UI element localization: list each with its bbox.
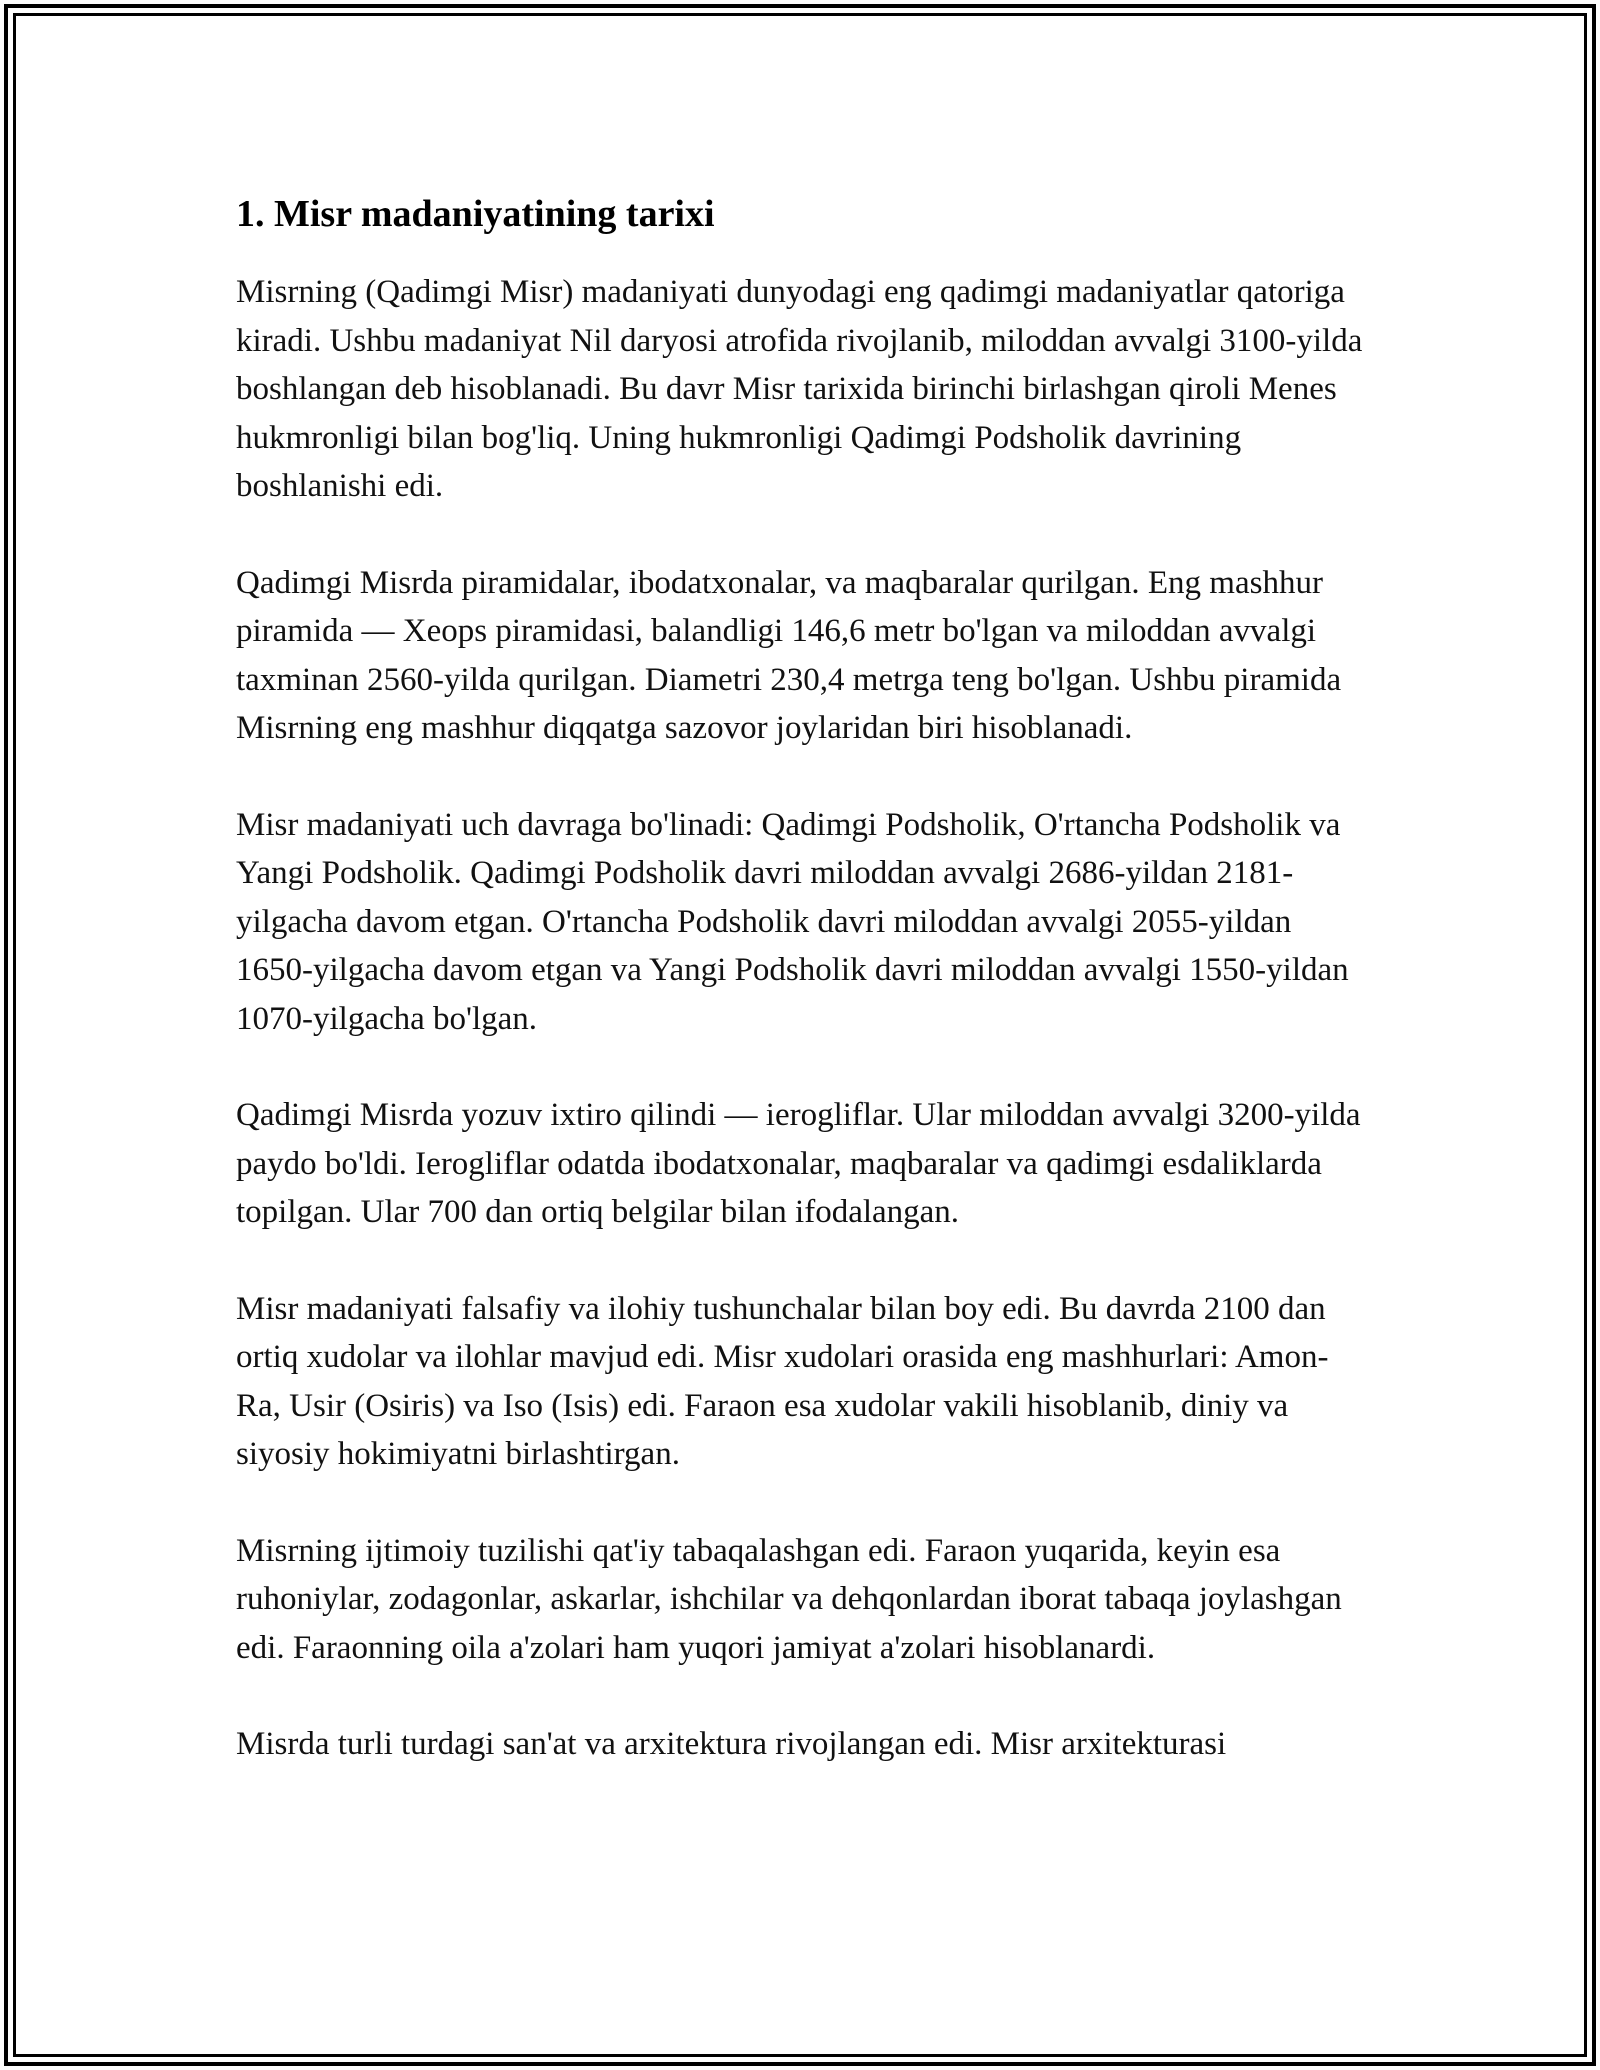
paragraph-hieroglyphs: Qadimgi Misrda yozuv ixtiro qilindi — ierogliflar. Ular miloddan avvalgi 3200-yilda paydo bo'ldi. Ierogliflar odatda ibodatxonalar, maqbaralar va qadimgi esdaliklarda topilgan. Ular 700 dan ortiq belgilar bilan ifodalangan. — [236, 1097, 1361, 1230]
paragraph-art-architecture: Misrda turli turdagi san'at va arxitektura rivojlangan edi. Misr arxitekturasi — [236, 1726, 1227, 1762]
section-heading: 1. Misr madaniyatining tarixi — [236, 193, 715, 235]
paragraph-society: Misrning ijtimoiy tuzilishi qat'iy tabaqalashgan edi. Faraon yuqarida, keyin esa ruhoniylar, zodagonlar, askarlar, ishchilar va dehqonlardan iborat tabaqa joylashgan edi. Faraonning oila a'zolari ham yuqori jamiyat a'zolari hisoblanardi. — [236, 1532, 1342, 1666]
paragraph-origins: Misrning (Qadimgi Misr) madaniyati dunyodagi eng qadimgi madaniyatlar qatoriga kiradi. Ushbu madaniyat Nil daryosi atrofida rivojlanib, miloddan avvalgi 3100-yilda boshlangan deb hisoblanadi. Bu davr Misr tarixida birinchi birlashgan qiroli Menes hukmronligi bilan bog'liq. Uning hukmronligi Qadimgi Podsholik davrining boshlanishi edi. — [236, 274, 1363, 504]
paragraph-pyramids: Qadimgi Misrda piramidalar, ibodatxonalar, va maqbaralar qurilgan. Eng mashhur piramida — Xeops piramidasi, balandligi 146,6 metr bo'lgan va miloddan avvalgi taxminan 2560-yilda qurilgan. Diametri 230,4 metrga teng bo'lgan. Ushbu piramida Misrning eng mashhur diqqatga sazovor joylaridan biri hisoblanadi. — [236, 564, 1342, 746]
document-body — [236, 188, 1366, 1817]
paragraph-periods: Misr madaniyati uch davraga bo'linadi: Qadimgi Podsholik, O'rtancha Podsholik va Yangi Podsholik. Qadimgi Podsholik davri miloddan avvalgi 2686-yildan 2181-yilgacha davom etgan. O'rtancha Podsholik davri miloddan avvalgi 2055-yildan 1650-yilgacha davom etgan va Yangi Podsholik davri miloddan avvalgi 1550-yildan 1070-yilgacha bo'lgan. — [236, 806, 1349, 1037]
paragraph-religion: Misr madaniyati falsafiy va ilohiy tushunchalar bilan boy edi. Bu davrda 2100 dan ortiq xudolar va ilohlar mavjud edi. Misr xudolari orasida eng mashhurlari: Amon-Ra, Usir (Osiris) va Iso (Isis) edi. Faraon esa xudolar vakili hisoblanib, diniy va siyosiy hokimiyatni birlashtirgan. — [236, 1290, 1329, 1472]
